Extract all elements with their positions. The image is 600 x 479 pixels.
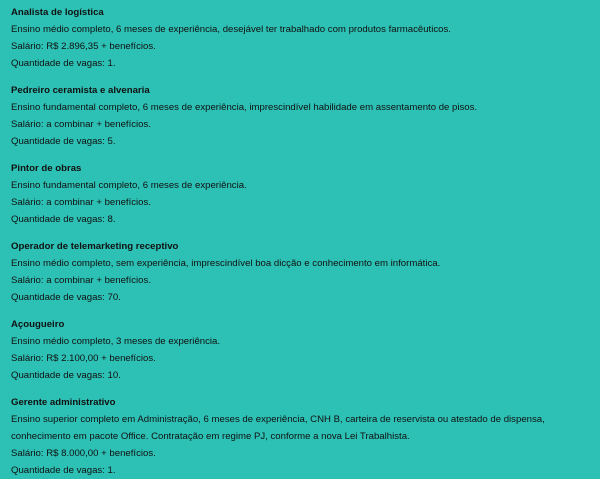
job-requirements: Ensino médio completo, sem experiência, imprescindível boa dicção e conhecimento em informática. bbox=[11, 258, 441, 269]
job-listing-gerente-administrativo bbox=[11, 394, 600, 479]
job-requirements-continued: conhecimento em pacote Office. Contratação em regime PJ, conforme a nova Lei Trabalhista. bbox=[11, 431, 410, 442]
job-listing-telemarketing bbox=[11, 238, 600, 306]
job-vacancies: Quantidade de vagas: 5. bbox=[11, 136, 116, 147]
job-salary: Salário: a combinar + benefícios. bbox=[11, 119, 151, 130]
job-vacancies: Quantidade de vagas: 1. bbox=[11, 465, 116, 476]
job-requirements: Ensino médio completo, 6 meses de experiência, desejável ter trabalhado com produtos farmacêuticos. bbox=[11, 24, 451, 35]
job-salary: Salário: R$ 2.100,00 + benefícios. bbox=[11, 353, 156, 364]
job-vacancies: Quantidade de vagas: 8. bbox=[11, 214, 116, 225]
job-requirements: Ensino superior completo em Administração, 6 meses de experiência, CNH B, carteira de reservista ou atestado de dispensa, bbox=[11, 414, 545, 425]
job-listing-acougueiro bbox=[11, 316, 600, 384]
job-requirements: Ensino fundamental completo, 6 meses de experiência, imprescindível habilidade em assentamento de pisos. bbox=[11, 102, 478, 113]
job-title: Açougueiro bbox=[11, 319, 65, 330]
job-title: Gerente administrativo bbox=[11, 397, 116, 408]
job-salary: Salário: R$ 8.000,00 + benefícios. bbox=[11, 448, 156, 459]
job-salary: Salário: R$ 2.896,35 + benefícios. bbox=[11, 41, 156, 52]
job-requirements: Ensino fundamental completo, 6 meses de experiência. bbox=[11, 180, 247, 191]
job-salary: Salário: a combinar + benefícios. bbox=[11, 275, 151, 286]
job-title: Pedreiro ceramista e alvenaria bbox=[11, 85, 150, 96]
job-vacancies: Quantidade de vagas: 70. bbox=[11, 292, 121, 303]
job-salary: Salário: a combinar + benefícios. bbox=[11, 197, 151, 208]
job-title: Operador de telemarketing receptivo bbox=[11, 241, 179, 252]
job-title: Pintor de obras bbox=[11, 163, 82, 174]
job-listing-analista-logistica bbox=[11, 4, 600, 72]
job-listing-pintor bbox=[11, 160, 600, 228]
job-title: Analista de logística bbox=[11, 7, 104, 18]
job-vacancies: Quantidade de vagas: 1. bbox=[11, 58, 116, 69]
job-listing-pedreiro bbox=[11, 82, 600, 150]
job-requirements: Ensino médio completo, 3 meses de experiência. bbox=[11, 336, 221, 347]
job-vacancies: Quantidade de vagas: 10. bbox=[11, 370, 121, 381]
